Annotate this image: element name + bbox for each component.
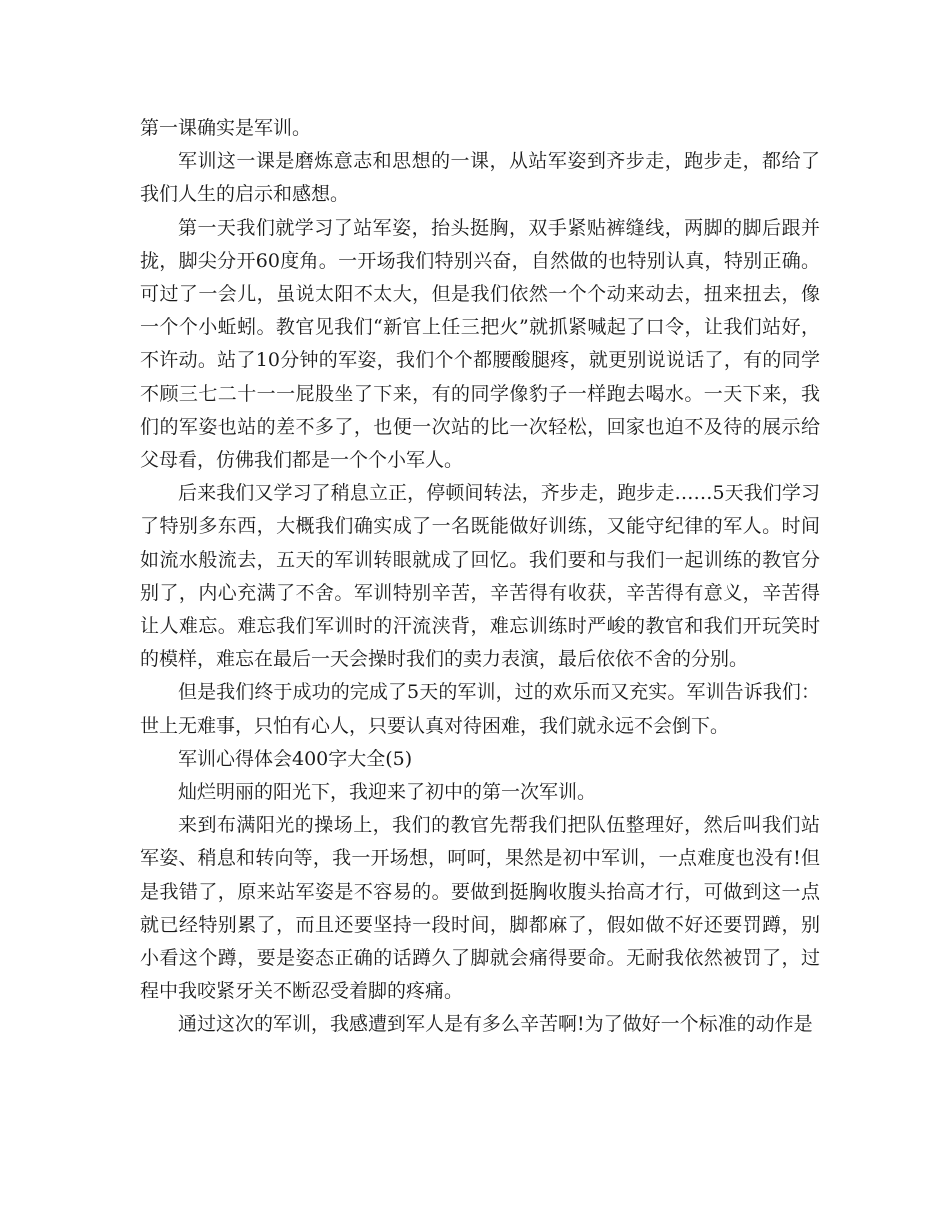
- paragraph: 第一天我们就学习了站军姿，抬头挺胸，双手紧贴裤缝线，两脚的脚后跟并拢，脚尖分开60度角。一开场我们特别兴奋，自然做的也特别认真，特别正确。可过了一会儿，虽说太阳不太大，但是我们依然一个个动来动去，扭来扭去，像一个个小蚯蚓。教官见我们“新官上任三把火”就抓紧喊起了口令，让我们站好，不许动。站了10分钟的军姿，我们个个都腰酸腿疼，就更别说说话了，有的同学不顾三七二十一一屁股坐了下来，有的同学像豹子一样跑去喝水。一天下来，我们的军姿也站的差不多了，也便一次站的比一次轻松，回家也迫不及待的展示给父母看，仿佛我们都是一个个小军人。: [140, 216, 820, 472]
- paragraph: 后来我们又学习了稍息立正，停顿间转法，齐步走，跑步走……5天我们学习了特别多东西，大概我们确实成了一名既能做好训练，又能守纪律的军人。时间如流水般流去，五天的军训转眼就成了回忆。我们要和与我们一起训练的教官分别了，内心充满了不舍。军训特别辛苦，辛苦得有收获，辛苦得有意义，辛苦得让人难忘。难忘我们军训时的汗流浃背，难忘训练时严峻的教官和我们开玩笑时的模样，难忘在最后一天会操时我们的卖力表演，最后依依不舍的分别。: [140, 482, 820, 671]
- paragraph: 通过这次的军训，我感遭到军人是有多么辛苦啊!为了做好一个标准的动作是: [178, 1013, 813, 1036]
- document-body: [140, 112, 820, 1042]
- section-heading: 军训心得体会400字大全(5): [178, 747, 413, 770]
- paragraph: 第一课确实是军训。: [140, 117, 312, 139]
- paragraph: 但是我们终于成功的完成了5天的军训，过的欢乐而又充实。军训告诉我们：世上无难事，只怕有心人，只要认真对待困难，我们就永远不会倒下。: [140, 681, 820, 737]
- paragraph: 来到布满阳光的操场上，我们的教官先帮我们把队伍整理好，然后叫我们站军姿、稍息和转向等，我一开场想，呵呵，果然是初中军训，一点难度也没有!但是我错了，原来站军姿是不容易的。要做到挺胸收腹头抬高才行，可做到这一点就已经特别累了，而且还要坚持一段时间，脚都麻了，假如做不好还要罚蹲，别小看这个蹲，要是姿态正确的话蹲久了脚就会痛得要命。无耐我依然被罚了，过程中我咬紧牙关不断忍受着脚的疼痛。: [140, 814, 820, 1003]
- paragraph: 灿烂明丽的阳光下，我迎来了初中的第一次军训。: [178, 781, 597, 804]
- paragraph: 军训这一课是磨炼意志和思想的一课，从站军姿到齐步走，跑步走，都给了我们人生的启示和感想。: [140, 150, 820, 206]
